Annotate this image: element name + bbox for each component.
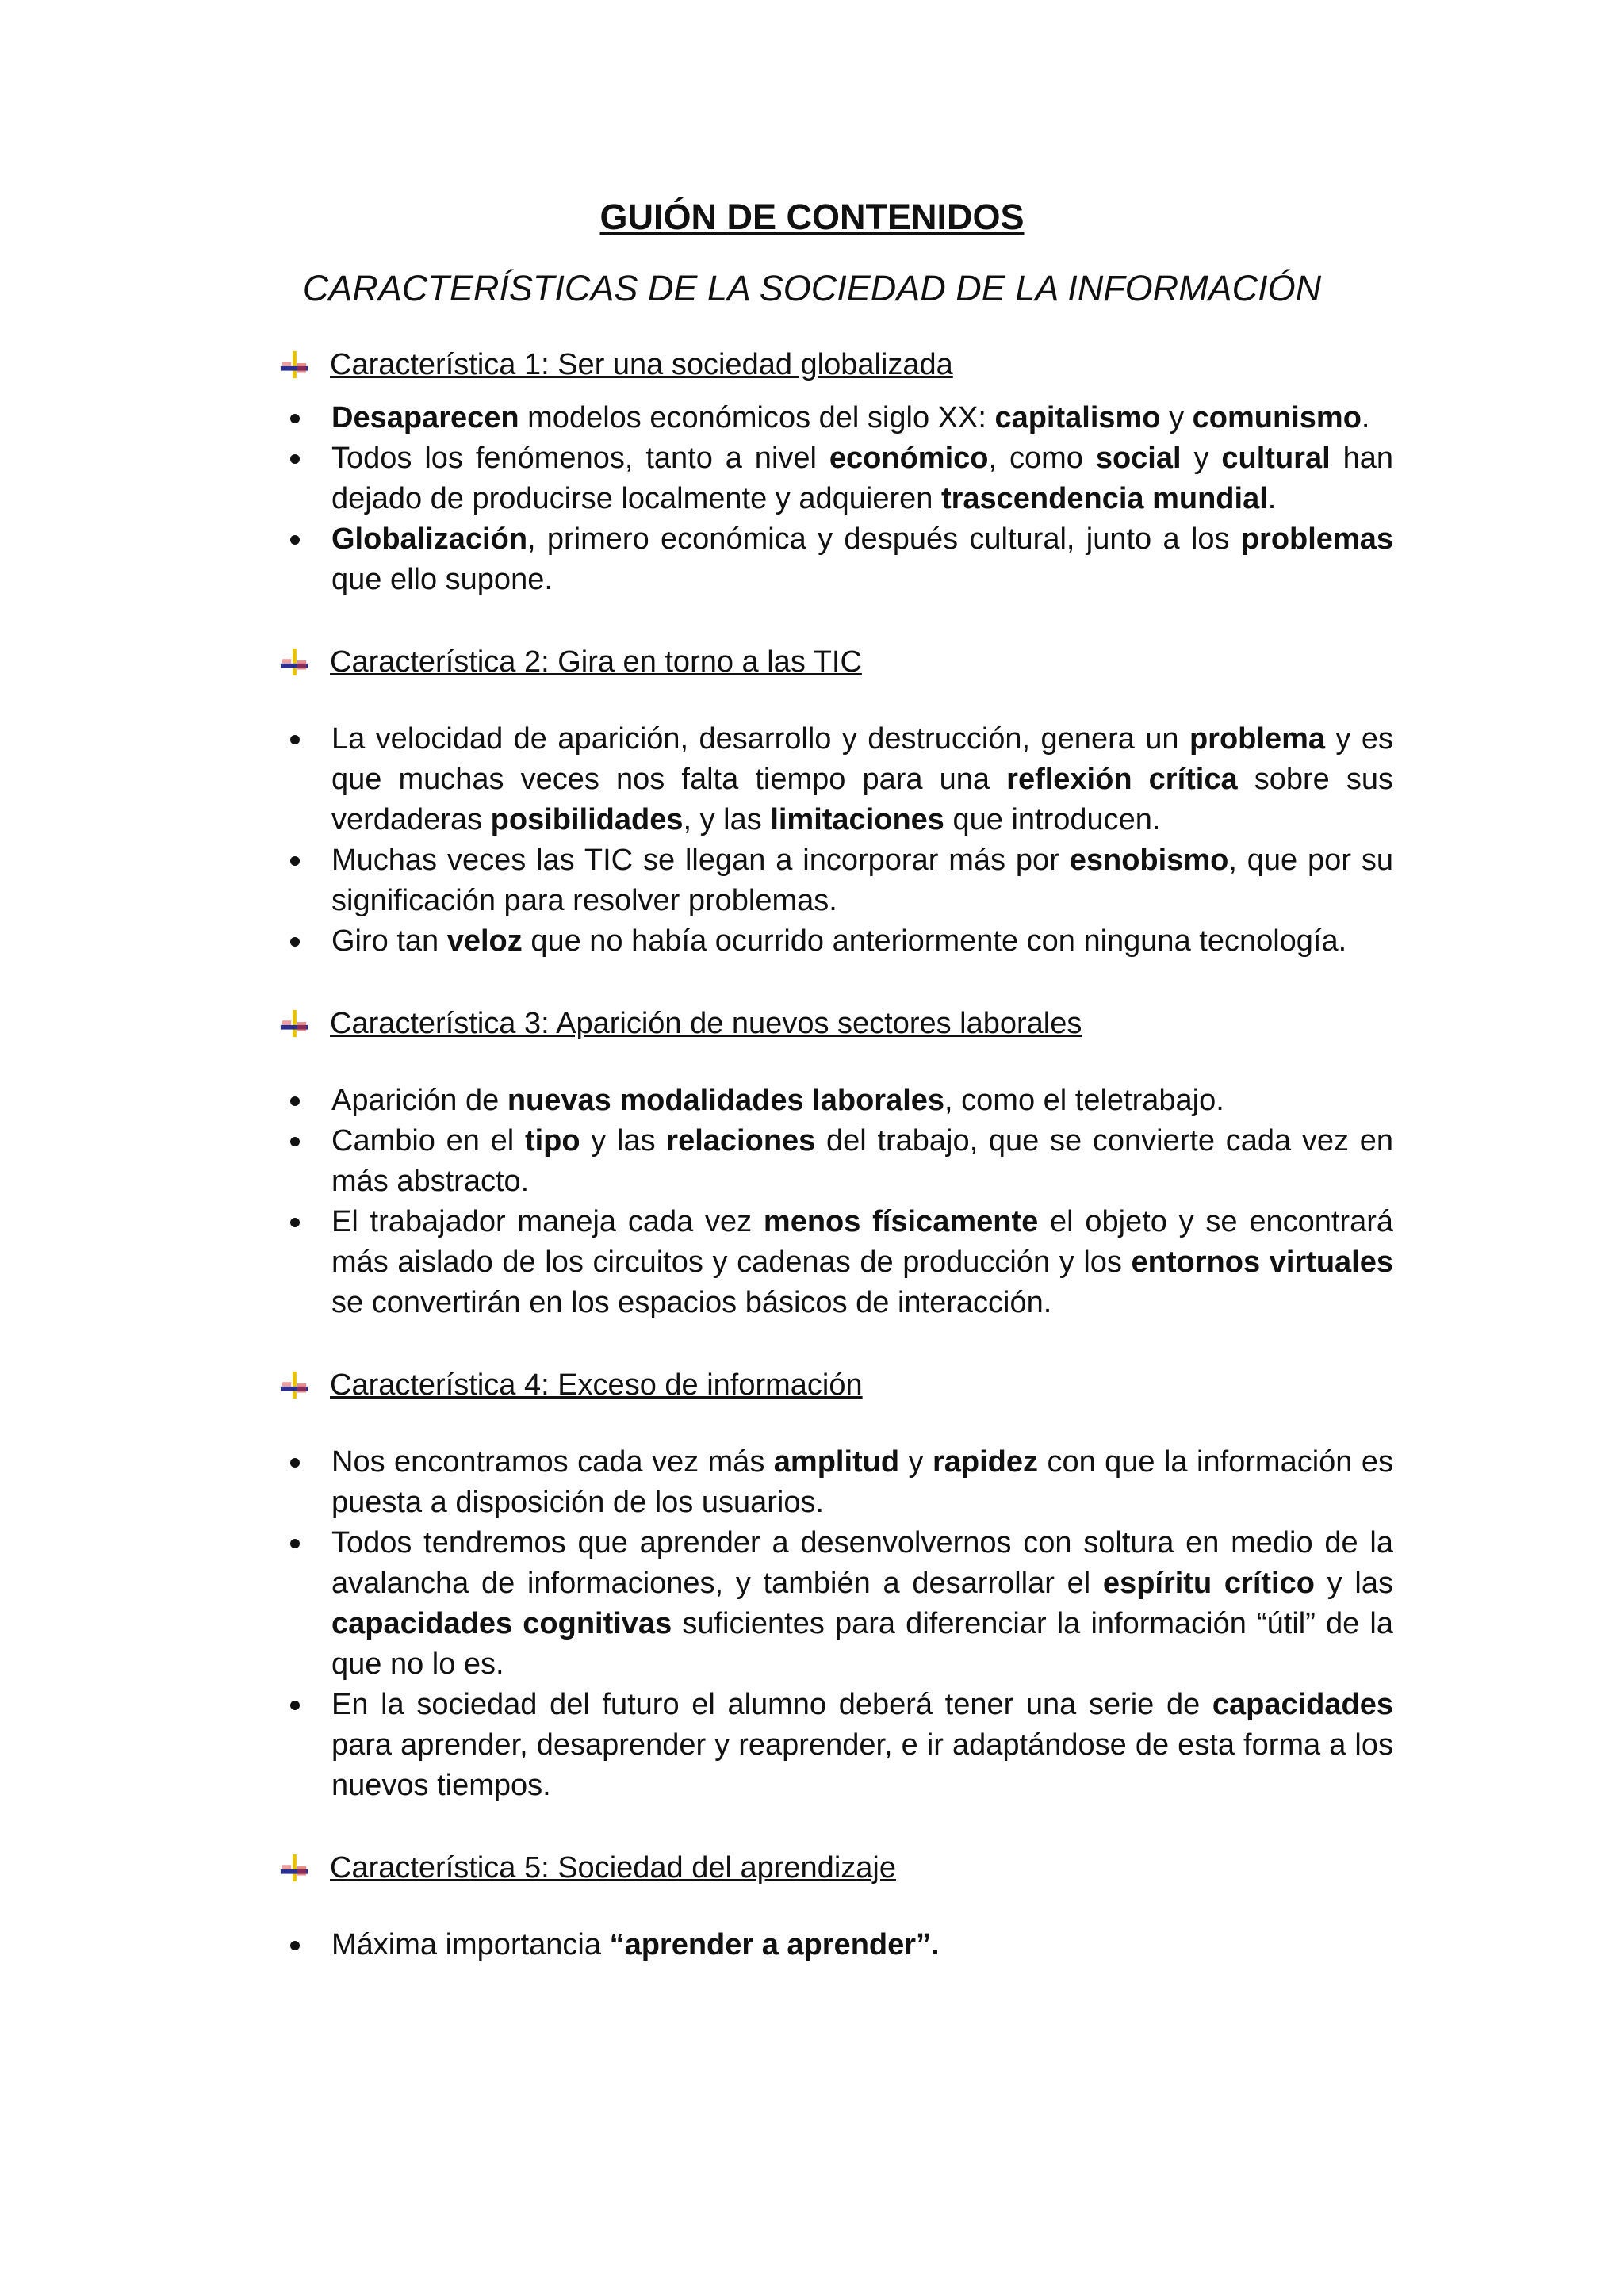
section-heading-text: Característica 2: Gira en torno a las TIC bbox=[330, 645, 862, 679]
bold-text: limitaciones bbox=[770, 803, 944, 836]
section-1 bbox=[279, 342, 1393, 600]
text-run: que no había ocurrido anteriormente con ninguna tecnología. bbox=[522, 924, 1347, 958]
list-item bbox=[279, 1202, 1393, 1323]
text-run: . bbox=[1267, 482, 1277, 515]
bullet-dot-icon bbox=[290, 535, 300, 545]
section-3 bbox=[279, 1001, 1393, 1323]
section-heading-text: Característica 3: Aparición de nuevos sectores laborales bbox=[330, 1006, 1082, 1040]
bold-text: capacidades cognitivas bbox=[331, 1607, 672, 1640]
list-item bbox=[279, 1523, 1393, 1685]
text-run: Máxima importancia bbox=[331, 1928, 610, 1961]
bullet-dot-icon bbox=[290, 856, 300, 866]
text-run: Todos tendremos que aprender a desenvolvernos con soltura en medio de la avalancha de informaciones, y también a desarrollar el bbox=[331, 1526, 1393, 1600]
bullet-dot-icon bbox=[290, 1458, 300, 1468]
bold-text: capitalismo bbox=[994, 401, 1161, 434]
text-run: Giro tan bbox=[331, 924, 447, 958]
section-heading bbox=[279, 640, 1393, 684]
list-item bbox=[279, 1925, 1393, 1965]
text-run: sobre sus verdaderas bbox=[331, 763, 1394, 836]
text-run: , primero económica y después cultural, junto a los bbox=[527, 522, 1241, 556]
document-title: GUIÓN DE CONTENIDOS bbox=[599, 197, 1025, 237]
list-item bbox=[279, 1442, 1393, 1523]
list-item bbox=[279, 1121, 1393, 1202]
bold-text: Globalización bbox=[331, 522, 528, 556]
section-heading bbox=[279, 342, 1393, 387]
bold-text: social bbox=[1095, 442, 1182, 475]
bullet-list bbox=[279, 1081, 1393, 1323]
bullet-dot-icon bbox=[290, 1218, 300, 1227]
bold-text: comunismo bbox=[1192, 401, 1362, 434]
text-run: y las bbox=[580, 1124, 667, 1158]
text-run: para aprender, desaprender y reaprender, e ir adaptándose de esta forma a los nuevos tiempos. bbox=[331, 1728, 1393, 1802]
bullet-dot-icon bbox=[290, 1137, 300, 1146]
list-item bbox=[279, 398, 1393, 438]
section-spacer bbox=[279, 1323, 1393, 1363]
bold-text: reflexión crítica bbox=[1006, 763, 1238, 796]
bold-text: “aprender a aprender”. bbox=[609, 1928, 940, 1961]
bold-text: económico bbox=[829, 442, 989, 475]
text-run: , como bbox=[988, 442, 1096, 475]
bullet-dot-icon bbox=[290, 937, 300, 947]
text-run: . bbox=[1361, 401, 1370, 434]
bullet-list bbox=[279, 719, 1393, 962]
arrow-bullet-icon bbox=[279, 647, 309, 677]
list-item bbox=[279, 921, 1393, 962]
section-heading bbox=[279, 1846, 1393, 1890]
text-run: , como el teletrabajo. bbox=[944, 1084, 1224, 1117]
section-heading-text: Característica 1: Ser una sociedad globalizada bbox=[330, 347, 953, 381]
bullet-dot-icon bbox=[290, 1096, 300, 1106]
bullet-dot-icon bbox=[290, 454, 300, 464]
text-run: que introducen. bbox=[944, 803, 1161, 836]
text-run: modelos económicos del siglo XX: bbox=[519, 401, 995, 434]
text-run: , y las bbox=[683, 803, 771, 836]
text-run: han dejado de producirse localmente y adquieren bbox=[331, 442, 1393, 515]
text-run: La velocidad de aparición, desarrollo y destrucción, genera un bbox=[331, 722, 1189, 756]
bullet-list bbox=[279, 1925, 1393, 1965]
content-body bbox=[279, 342, 1393, 1965]
bullet-dot-icon bbox=[290, 1539, 300, 1548]
text-run: y es que muchas veces nos falta tiempo para una bbox=[331, 722, 1393, 796]
section-spacer bbox=[279, 1806, 1393, 1846]
text-run: El trabajador maneja cada vez bbox=[331, 1205, 764, 1238]
list-item bbox=[279, 438, 1393, 519]
list-item bbox=[279, 519, 1393, 600]
bullet-dot-icon bbox=[290, 414, 300, 423]
text-run: En la sociedad del futuro el alumno deberá tener una serie de bbox=[331, 1688, 1212, 1721]
bold-text: entornos virtuales bbox=[1131, 1246, 1394, 1279]
bullet-dot-icon bbox=[290, 735, 300, 744]
text-run: , que por su significación para resolver problemas. bbox=[331, 844, 1393, 917]
text-run: Todos los fenómenos, tanto a nivel bbox=[331, 442, 829, 475]
list-item bbox=[279, 719, 1393, 840]
bullet-list bbox=[279, 1442, 1393, 1806]
text-run: y bbox=[1181, 442, 1222, 475]
arrow-bullet-icon bbox=[279, 350, 309, 380]
bold-text: tipo bbox=[524, 1124, 580, 1158]
bold-text: rapidez bbox=[932, 1445, 1039, 1479]
list-item bbox=[279, 1081, 1393, 1121]
section-heading-text: Característica 4: Exceso de información bbox=[330, 1368, 863, 1402]
bold-text: veloz bbox=[446, 924, 523, 958]
bold-text: relaciones bbox=[666, 1124, 816, 1158]
text-run: suficientes para diferenciar la información “útil” de la que no lo es. bbox=[331, 1607, 1393, 1681]
list-item bbox=[279, 840, 1393, 921]
text-run: del trabajo, que se convierte cada vez en más abstracto. bbox=[331, 1124, 1393, 1198]
arrow-bullet-icon bbox=[279, 1853, 309, 1883]
bold-text: problemas bbox=[1240, 522, 1393, 556]
section-2 bbox=[279, 640, 1393, 962]
bold-text: posibilidades bbox=[490, 803, 684, 836]
text-run: el objeto y se encontrará más aislado de los circuitos y cadenas de producción y los bbox=[331, 1205, 1393, 1279]
text-run: con que la información es puesta a disposición de los usuarios. bbox=[331, 1445, 1393, 1519]
bold-text: cultural bbox=[1221, 442, 1331, 475]
document-subtitle: CARACTERÍSTICAS DE LA SOCIEDAD DE LA INFORMACIÓN bbox=[302, 268, 1322, 308]
bullet-dot-icon bbox=[290, 1941, 300, 1950]
text-run: Cambio en el bbox=[331, 1124, 525, 1158]
bold-text: espíritu crítico bbox=[1102, 1567, 1315, 1600]
text-run: se convertirán en los espacios básicos de interacción. bbox=[331, 1286, 1052, 1319]
text-run: y bbox=[899, 1445, 933, 1479]
text-run: Aparición de bbox=[331, 1084, 508, 1117]
section-spacer bbox=[279, 962, 1393, 1001]
text-run: Muchas veces las TIC se llegan a incorporar más por bbox=[331, 844, 1070, 877]
bold-text: menos físicamente bbox=[763, 1205, 1039, 1238]
bold-text: problema bbox=[1189, 722, 1326, 756]
bold-text: capacidades bbox=[1212, 1688, 1393, 1721]
text-run: Nos encontramos cada vez más bbox=[331, 1445, 774, 1479]
bold-text: trascendencia mundial bbox=[940, 482, 1268, 515]
bullet-list bbox=[279, 398, 1393, 600]
section-heading bbox=[279, 1001, 1393, 1046]
text-run: y las bbox=[1314, 1567, 1393, 1600]
section-heading bbox=[279, 1363, 1393, 1407]
section-5 bbox=[279, 1846, 1393, 1965]
section-heading-text: Característica 5: Sociedad del aprendizaje bbox=[330, 1850, 896, 1885]
bullet-dot-icon bbox=[290, 1701, 300, 1710]
text-run: que ello supone. bbox=[331, 563, 553, 596]
bold-text: Desaparecen bbox=[331, 401, 519, 434]
bold-text: esnobismo bbox=[1069, 844, 1229, 877]
section-4 bbox=[279, 1363, 1393, 1806]
arrow-bullet-icon bbox=[279, 1370, 309, 1400]
arrow-bullet-icon bbox=[279, 1008, 309, 1039]
section-spacer bbox=[279, 600, 1393, 640]
text-run: y bbox=[1160, 401, 1193, 434]
bold-text: nuevas modalidades laborales bbox=[507, 1084, 945, 1117]
bold-text: amplitud bbox=[773, 1445, 900, 1479]
list-item bbox=[279, 1685, 1393, 1806]
